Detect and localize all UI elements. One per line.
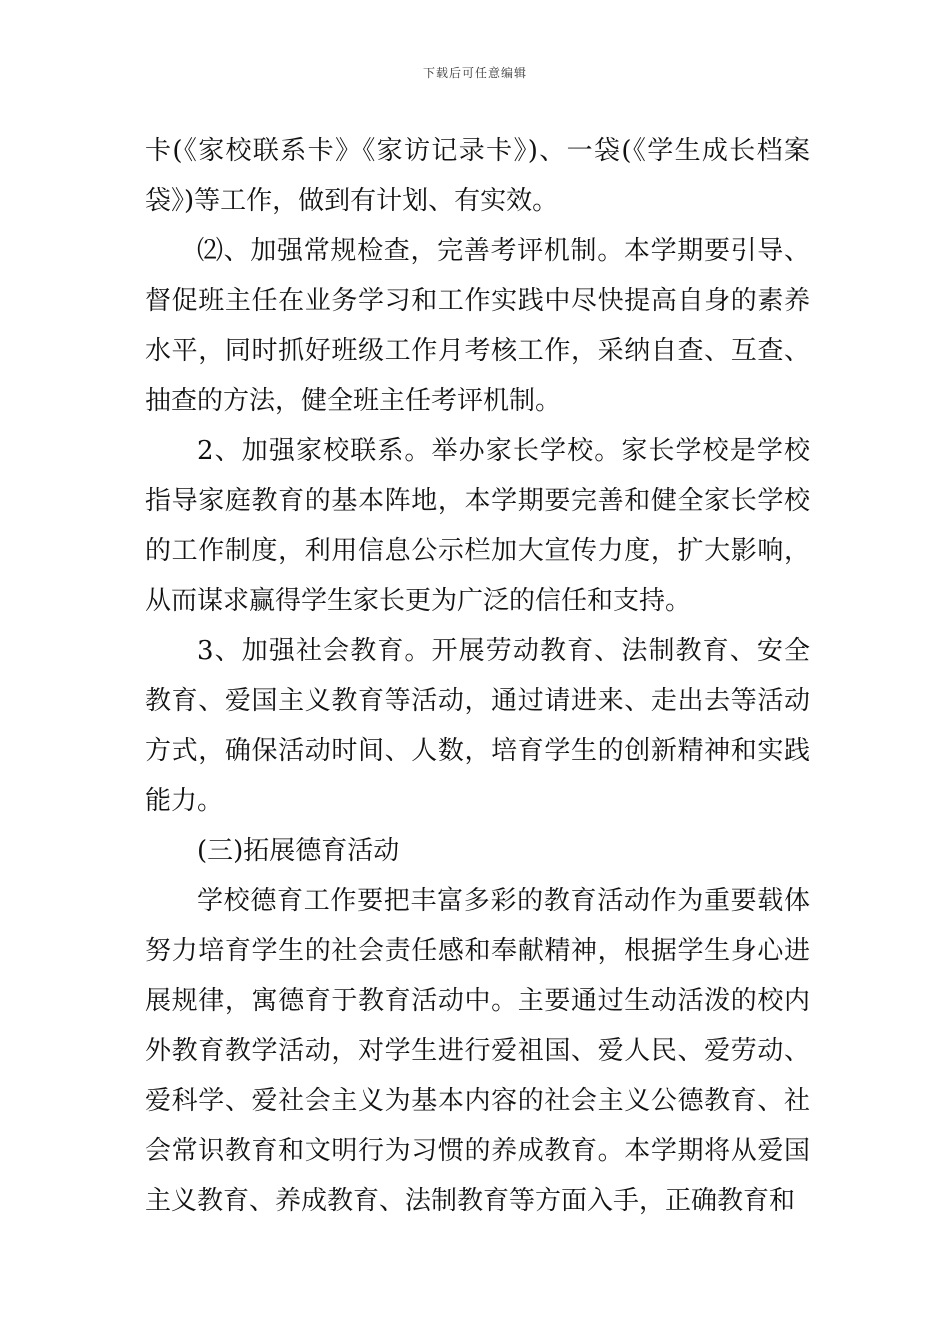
paragraph-1: 卡(《家校联系卡》《家访记录卡》)、一袋(《学生成长档案袋》)等工作，做到有计划、有实效。 (145, 136, 810, 216)
document-body (145, 126, 810, 1226)
paragraph-3: 2、加强家校联系。举办家长学校。家长学校是学校指导家庭教育的基本阵地，本学期要完善和健全家长学校的工作制度，利用信息公示栏加大宣传力度，扩大影响，从而谋求赢得学生家长更为广泛的信任和支持。 (145, 436, 810, 616)
paragraph-4: 3、加强社会教育。开展劳动教育、法制教育、安全教育、爱国主义教育等活动，通过请进来、走出去等活动方式，确保活动时间、人数，培育学生的创新精神和实践能力。 (145, 636, 810, 816)
paragraph-5: 学校德育工作要把丰富多彩的教育活动作为重要载体努力培育学生的社会责任感和奉献精神，根据学生身心进展规律，寓德育于教育活动中。主要通过生动活泼的校内外教育教学活动，对学生进行爱祖国、爱人民、爱劳动、爱科学、爱社会主义为基本内容的社会主义公德教育、社会常识教育和文明行为习惯的养成教育。本学期将从爱国主义教育、养成教育、法制教育等方面入手，正确教育和 (145, 886, 810, 1216)
paragraph-2: ⑵、加强常规检查，完善考评机制。本学期要引导、督促班主任在业务学习和工作实践中尽快提高自身的素养水平，同时抓好班级工作月考核工作，采纳自查、互查、抽查的方法，健全班主任考评机制。 (145, 236, 810, 416)
page-header-note: 下载后可任意编辑 (422, 66, 527, 80)
section-heading: (三)拓展德育活动 (197, 836, 400, 866)
